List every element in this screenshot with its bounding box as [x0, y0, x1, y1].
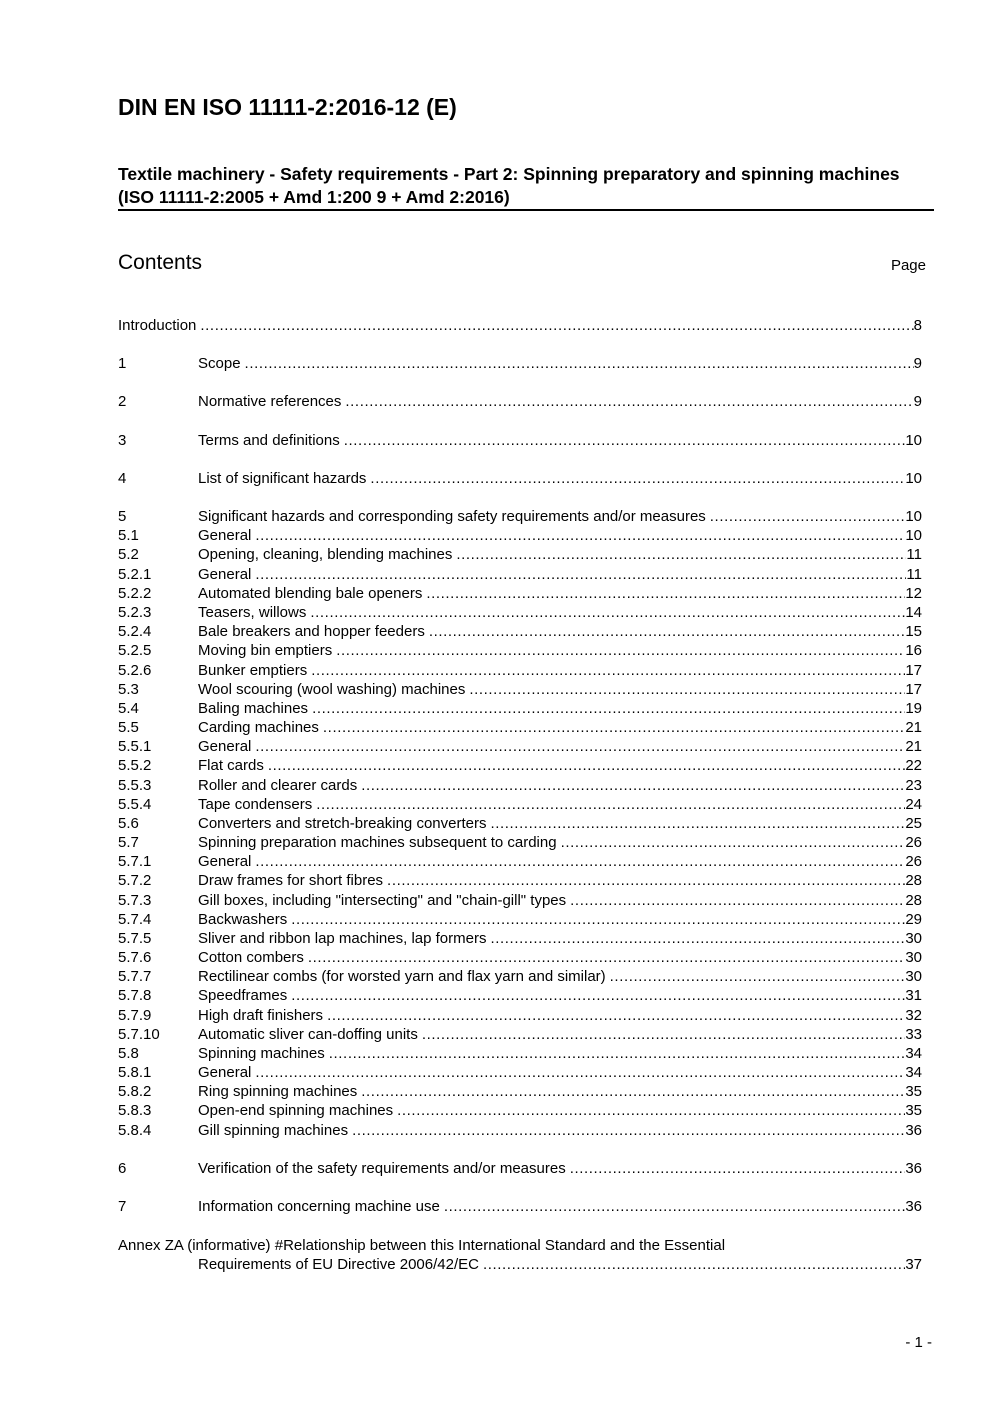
toc-entry-title: Flat cards — [198, 757, 264, 774]
toc-entry-number: 5.8.1 — [118, 1064, 152, 1081]
toc-entry[interactable] — [118, 680, 922, 699]
toc-entry[interactable] — [118, 718, 922, 737]
toc-dot-leader — [323, 718, 905, 737]
toc-entry[interactable] — [118, 354, 922, 373]
toc-entry-number: 5 — [118, 508, 127, 525]
toc-annex-page: 37 — [905, 1256, 922, 1273]
toc-entry-number: 5.3 — [118, 681, 139, 698]
toc-entry-title: Teasers, willows — [198, 604, 307, 621]
toc-entry-title: Converters and stretch-breaking converters — [198, 815, 487, 832]
toc-entry[interactable] — [118, 641, 922, 660]
toc-entry-page: 19 — [905, 700, 922, 717]
toc-entry-page: 34 — [905, 1064, 922, 1081]
toc-entry[interactable] — [118, 1025, 922, 1044]
toc-entry-page: 9 — [913, 355, 922, 372]
toc-entry-title: Wool scouring (wool washing) machines — [198, 681, 466, 698]
toc-dot-leader — [344, 431, 906, 450]
toc-entry-page: 9 — [913, 393, 922, 410]
toc-entry-page: 23 — [905, 777, 922, 794]
toc-entry[interactable] — [118, 526, 922, 545]
toc-entry-page: 10 — [905, 508, 922, 525]
toc-dot-leader — [268, 756, 905, 775]
toc-entry[interactable] — [118, 833, 922, 852]
toc-entry-title: Spinning preparation machines subsequent to carding — [198, 834, 557, 851]
toc-entry[interactable] — [118, 852, 922, 871]
toc-entry-number: 5.8.3 — [118, 1102, 152, 1119]
toc-dot-leader — [329, 1044, 906, 1063]
toc-entry-title: Gill spinning machines — [198, 1122, 349, 1139]
toc-entry-number: 1 — [118, 355, 127, 372]
toc-entry[interactable] — [118, 776, 922, 795]
toc-annex-title-line2: Requirements of EU Directive 2006/42/EC — [198, 1256, 479, 1273]
toc-entry-page: 36 — [905, 1160, 922, 1177]
toc-entry[interactable] — [118, 737, 922, 756]
toc-entry-number: 5.7.5 — [118, 930, 152, 947]
toc-entry-page: 36 — [905, 1122, 922, 1139]
toc-entry-page: 30 — [905, 930, 922, 947]
toc-dot-leader — [370, 469, 905, 488]
toc-dot-leader — [361, 776, 905, 795]
toc-dot-leader — [456, 545, 906, 564]
toc-entry-number: 5.5.4 — [118, 796, 152, 813]
toc-entry-page: 10 — [905, 470, 922, 487]
toc-dot-leader — [570, 1159, 906, 1178]
toc-entry-number: 5.7.8 — [118, 987, 152, 1004]
toc-entry-page: 24 — [905, 796, 922, 813]
toc-entry-title: High draft finishers — [198, 1007, 324, 1024]
toc-entry[interactable] — [118, 431, 922, 450]
toc-entry[interactable] — [118, 584, 922, 603]
toc-entry-page: 8 — [913, 317, 922, 334]
toc-dot-leader — [490, 814, 905, 833]
toc-entry-title: Draw frames for short fibres — [198, 872, 384, 889]
toc-entry[interactable] — [118, 929, 922, 948]
toc-dot-leader — [245, 354, 914, 373]
toc-dot-leader — [327, 1006, 905, 1025]
toc-dot-leader — [710, 507, 906, 526]
toc-entry[interactable] — [118, 565, 922, 584]
toc-entry[interactable] — [118, 1063, 922, 1082]
toc-entry[interactable] — [118, 545, 922, 564]
toc-entry-number: 5.7.7 — [118, 968, 152, 985]
toc-dot-leader — [255, 737, 905, 756]
toc-entry-title: Speedframes — [198, 987, 288, 1004]
toc-dot-leader — [255, 565, 906, 584]
document-subtitle: Textile machinery - Safety requirements - Part 2: Spinning preparatory and spinning machines (ISO 11111-2:2005 + Amd 1:200 9 + Amd 2:2016) — [118, 164, 900, 207]
toc-annex-entry-continued[interactable] — [118, 1255, 922, 1274]
toc-entry[interactable] — [118, 986, 922, 1005]
toc-entry-title: General — [198, 738, 252, 755]
toc-entry-title: Bale breakers and hopper feeders — [198, 623, 425, 640]
title-rule — [118, 209, 934, 211]
toc-entry[interactable] — [118, 622, 922, 641]
toc-entry-title: General — [198, 527, 252, 544]
toc-dot-leader — [361, 1082, 905, 1101]
toc-entry-number: 5.7.6 — [118, 949, 152, 966]
toc-entry-title: General — [198, 1064, 252, 1081]
toc-dot-leader — [426, 584, 905, 603]
toc-dot-leader — [469, 680, 905, 699]
toc-entry-page: 11 — [906, 546, 922, 563]
toc-entry-title: Introduction — [118, 317, 197, 334]
toc-entry-number: 5.2.4 — [118, 623, 152, 640]
toc-dot-leader — [561, 833, 906, 852]
toc-entry[interactable] — [118, 507, 922, 526]
toc-entry-number: 5.2.1 — [118, 566, 152, 583]
toc-entry-title: List of significant hazards — [198, 470, 367, 487]
toc-entry-number: 5.2.5 — [118, 642, 152, 659]
toc-entry-page: 28 — [905, 872, 922, 889]
toc-entry-page: 10 — [905, 527, 922, 544]
toc-dot-leader — [352, 1121, 905, 1140]
toc-dot-leader — [291, 910, 905, 929]
toc-entry-number: 5.7.2 — [118, 872, 152, 889]
toc-entry-title: Carding machines — [198, 719, 319, 736]
toc-entry-number: 5.1 — [118, 527, 139, 544]
toc-dot-leader — [570, 891, 905, 910]
toc-entry[interactable] — [118, 795, 922, 814]
toc-entry[interactable] — [118, 603, 922, 622]
toc-entry-number: 5.8.4 — [118, 1122, 152, 1139]
toc-entry-number: 5.5.1 — [118, 738, 152, 755]
toc-entry-title: Moving bin emptiers — [198, 642, 333, 659]
toc-dot-leader — [336, 641, 905, 660]
toc-entry-page: 30 — [905, 968, 922, 985]
toc-entry[interactable] — [118, 469, 922, 488]
toc-entry-page: 16 — [905, 642, 922, 659]
toc-entry-title: Normative references — [198, 393, 342, 410]
toc-entry-page: 11 — [906, 566, 922, 583]
document-id: DIN EN ISO 11111-2:2016-12 (E) — [118, 94, 457, 120]
toc-entry[interactable] — [118, 871, 922, 890]
page-number: - 1 - — [905, 1334, 932, 1351]
toc-entry[interactable] — [118, 699, 922, 718]
toc-entry[interactable] — [118, 814, 922, 833]
toc-entry-title: Opening, cleaning, blending machines — [198, 546, 453, 563]
toc-dot-leader — [200, 316, 913, 335]
toc-entry-page: 30 — [905, 949, 922, 966]
toc-entry-number: 5.6 — [118, 815, 139, 832]
toc-entry-number: 5.2.2 — [118, 585, 152, 602]
toc-dot-leader — [429, 622, 905, 641]
toc-entry-title: Sliver and ribbon lap machines, lap formers — [198, 930, 487, 947]
toc-entry[interactable] — [118, 661, 922, 680]
toc-entry-title: Ring spinning machines — [198, 1083, 358, 1100]
toc-entry[interactable] — [118, 1006, 922, 1025]
toc-entry-title: Significant hazards and corresponding safety requirements and/or measures — [198, 508, 706, 525]
toc-entry-number: 5.8.2 — [118, 1083, 152, 1100]
toc-entry[interactable] — [118, 756, 922, 775]
toc-entry-number: 5.8 — [118, 1045, 139, 1062]
toc-dot-leader — [610, 967, 906, 986]
toc-entry[interactable] — [118, 910, 922, 929]
toc-dot-leader — [291, 986, 905, 1005]
toc-entry[interactable] — [118, 392, 922, 411]
toc-entry-title: General — [198, 566, 252, 583]
toc-entry-title: Terms and definitions — [198, 432, 340, 449]
toc-dot-leader — [490, 929, 905, 948]
toc-entry-title: Backwashers — [198, 911, 288, 928]
toc-entry[interactable] — [118, 967, 922, 986]
toc-dot-leader — [312, 699, 905, 718]
toc-entry-number: 5.2.6 — [118, 662, 152, 679]
toc-entry-page: 26 — [905, 853, 922, 870]
toc-entry[interactable] — [118, 1159, 922, 1178]
toc-dot-leader — [316, 795, 905, 814]
toc-entry-title: Cotton combers — [198, 949, 304, 966]
toc-entry-number: 5.7.3 — [118, 892, 152, 909]
toc-entry-page: 15 — [905, 623, 922, 640]
toc-entry-number: 6 — [118, 1160, 127, 1177]
toc-entry-number: 5.2 — [118, 546, 139, 563]
toc-entry-number: 5.7.1 — [118, 853, 152, 870]
toc-entry-title: Rectilinear combs (for worsted yarn and flax yarn and similar) — [198, 968, 606, 985]
toc-entry-page: 17 — [905, 662, 922, 679]
toc-entry-page: 34 — [905, 1045, 922, 1062]
toc-entry-page: 31 — [905, 987, 922, 1004]
toc-entry-number: 5.2.3 — [118, 604, 152, 621]
toc-entry-title: Information concerning machine use — [198, 1198, 440, 1215]
toc-entry-title: Baling machines — [198, 700, 309, 717]
toc-dot-leader — [444, 1197, 906, 1216]
toc-entry-title: Roller and clearer cards — [198, 777, 358, 794]
toc-entry[interactable] — [118, 1082, 922, 1101]
toc-entry[interactable] — [118, 316, 922, 335]
toc-entry-number: 2 — [118, 393, 127, 410]
toc-dot-leader — [311, 661, 905, 680]
toc-entry-number: 5.7 — [118, 834, 139, 851]
toc-entry[interactable] — [118, 1101, 922, 1120]
toc-entry-number: 5.7.10 — [118, 1026, 160, 1043]
toc-dot-leader — [422, 1025, 905, 1044]
toc-entry-title: Spinning machines — [198, 1045, 325, 1062]
toc-dot-leader — [397, 1101, 905, 1120]
toc-entry-page: 22 — [905, 757, 922, 774]
toc-dot-leader — [308, 948, 905, 967]
toc-entry-number: 5.5.2 — [118, 757, 152, 774]
toc-entry-page: 14 — [905, 604, 922, 621]
toc-entry-page: 17 — [905, 681, 922, 698]
toc-entry-number: 3 — [118, 432, 127, 449]
toc-entry-page: 21 — [905, 738, 922, 755]
toc-entry-title: General — [198, 853, 252, 870]
toc-dot-leader — [255, 526, 905, 545]
toc-entry-title: Verification of the safety requirements and/or measures — [198, 1160, 566, 1177]
toc-entry-title: Bunker emptiers — [198, 662, 308, 679]
toc-entry-page: 29 — [905, 911, 922, 928]
toc-entry-number: 5.5 — [118, 719, 139, 736]
contents-heading: Contents — [118, 251, 203, 274]
toc-entry-page: 26 — [905, 834, 922, 851]
toc-entry[interactable] — [118, 1044, 922, 1063]
toc-entry-number: 5.4 — [118, 700, 139, 717]
toc-dot-leader — [310, 603, 905, 622]
toc-entry-title: Automated blending bale openers — [198, 585, 423, 602]
toc-entry-page: 25 — [905, 815, 922, 832]
toc-entry[interactable] — [118, 948, 922, 967]
toc-entry[interactable] — [118, 891, 922, 910]
toc-entry-page: 36 — [905, 1198, 922, 1215]
toc-dot-leader — [345, 392, 913, 411]
toc-entry-page: 35 — [905, 1083, 922, 1100]
toc-annex-title-line1: Annex ZA (informative) #Relationship between this International Standard and the Essential — [118, 1237, 726, 1254]
toc-entry-title: Scope — [198, 355, 241, 372]
toc-entry-page: 33 — [905, 1026, 922, 1043]
toc-entry-number: 4 — [118, 470, 127, 487]
toc-entry-page: 28 — [905, 892, 922, 909]
toc-entry-page: 35 — [905, 1102, 922, 1119]
toc-dot-leader — [255, 852, 905, 871]
toc-entry-page: 10 — [905, 432, 922, 449]
toc-entry[interactable] — [118, 1121, 922, 1140]
toc-dot-leader — [483, 1255, 905, 1274]
toc-entry-page: 32 — [905, 1007, 922, 1024]
toc-entry-title: Open-end spinning machines — [198, 1102, 394, 1119]
toc-annex-entry[interactable] — [118, 1236, 922, 1255]
toc-entry-number: 5.7.9 — [118, 1007, 152, 1024]
toc-entry-title: Gill boxes, including "intersecting" and "chain-gill" types — [198, 892, 567, 909]
toc-entry-title: Tape condensers — [198, 796, 313, 813]
toc-entry-page: 21 — [905, 719, 922, 736]
toc-dot-leader — [255, 1063, 905, 1082]
toc-dot-leader — [387, 871, 905, 890]
toc-entry-title: Automatic sliver can-doffing units — [198, 1026, 418, 1043]
toc-entry-page: 12 — [905, 585, 922, 602]
toc-entry-number: 5.7.4 — [118, 911, 152, 928]
toc-entry-number: 5.5.3 — [118, 777, 152, 794]
page-column-heading: Page — [890, 257, 926, 274]
toc-entry[interactable] — [118, 1197, 922, 1216]
toc-entry-number: 7 — [118, 1198, 127, 1215]
